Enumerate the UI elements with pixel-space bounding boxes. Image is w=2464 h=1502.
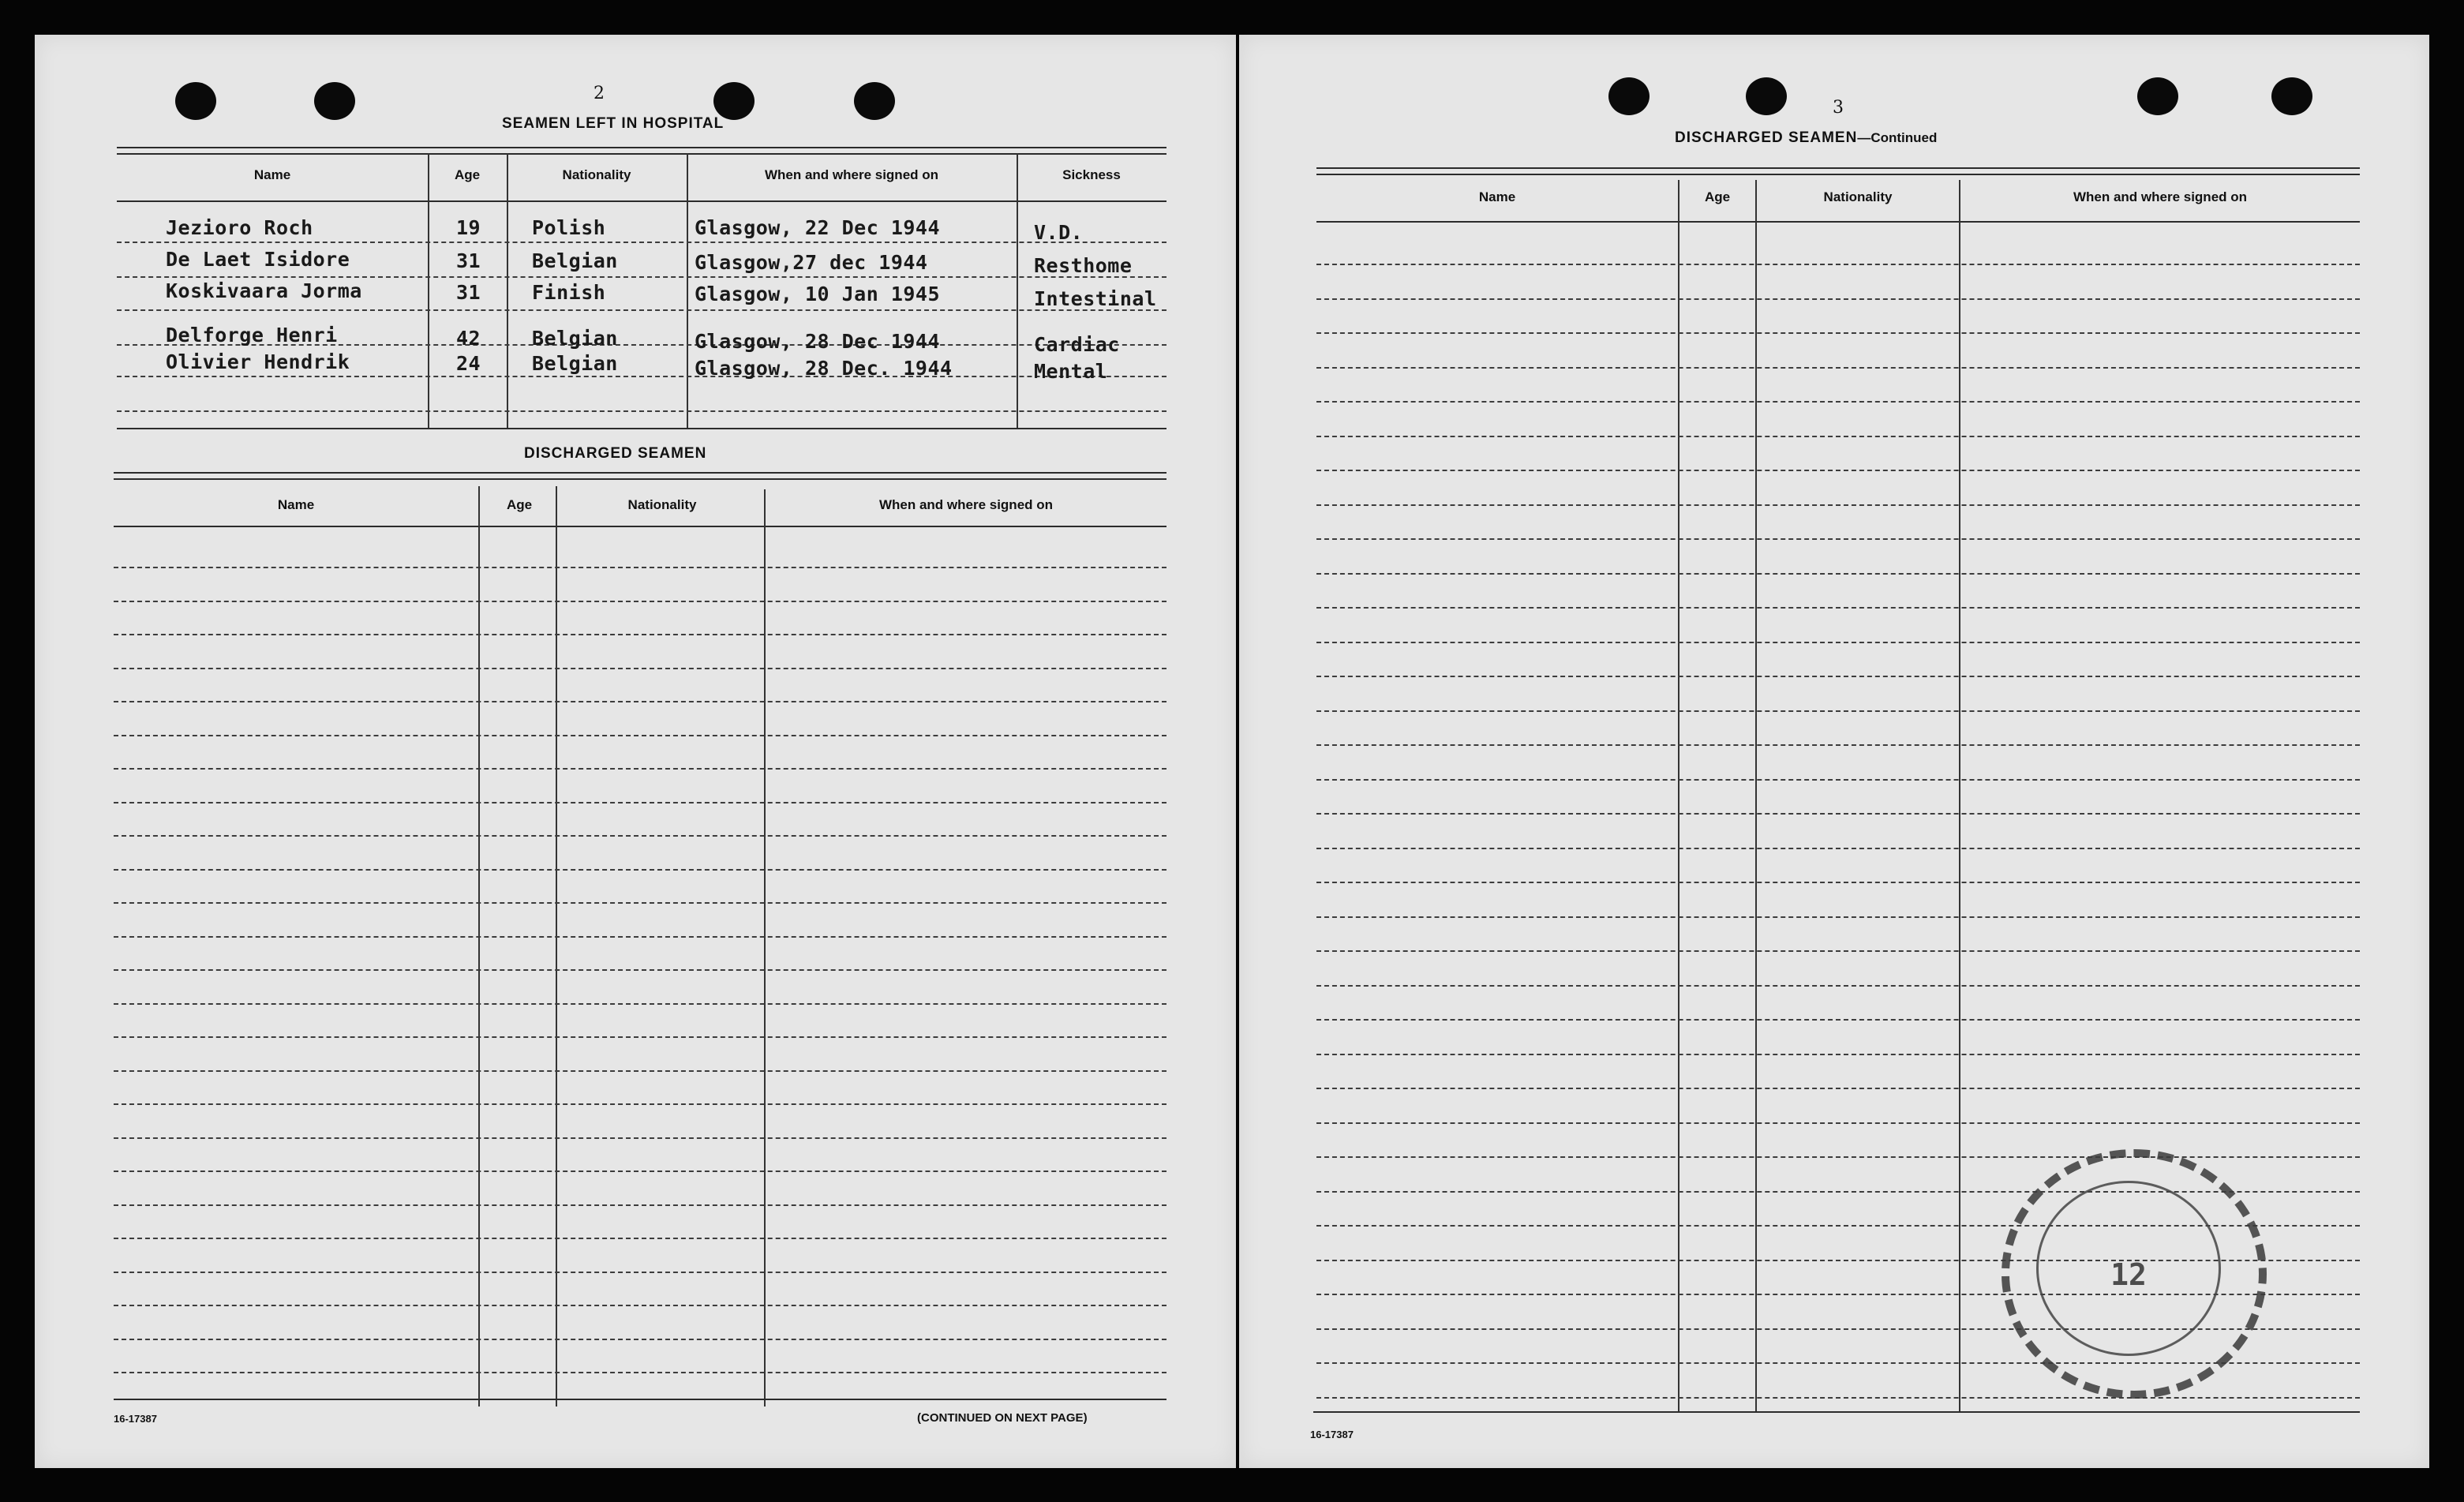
column-header-name: Name xyxy=(277,497,315,512)
column-divider xyxy=(764,489,766,1406)
row-line xyxy=(1316,848,2360,849)
table-rule xyxy=(1316,167,2360,169)
column-header-signed-on: When and where signed on xyxy=(2073,189,2248,204)
column-divider xyxy=(556,486,557,1406)
row-line xyxy=(1316,332,2360,334)
column-header-age: Age xyxy=(454,167,481,182)
row-age: 31 xyxy=(456,249,481,272)
row-age: 42 xyxy=(456,327,481,350)
row-line xyxy=(114,1036,1166,1038)
row-line xyxy=(1316,470,2360,471)
row-line xyxy=(114,1070,1166,1072)
row-age: 19 xyxy=(456,216,481,239)
row-line xyxy=(1316,607,2360,609)
row-line xyxy=(114,634,1166,635)
table-rule xyxy=(114,478,1166,480)
punch-hole xyxy=(1608,77,1650,115)
page-number: 2 xyxy=(594,84,605,103)
row-line xyxy=(114,969,1166,971)
column-divider xyxy=(478,486,480,1406)
row-line xyxy=(1316,1122,2360,1124)
row-line xyxy=(114,668,1166,669)
row-age: 31 xyxy=(456,281,481,304)
row-name: Jezioro Roch xyxy=(166,216,313,239)
row-line xyxy=(114,1003,1166,1005)
row-line xyxy=(1316,504,2360,506)
row-line xyxy=(1316,710,2360,712)
table-rule xyxy=(117,153,1166,155)
row-line xyxy=(117,309,1166,311)
title-text: DISCHARGED SEAMEN xyxy=(1675,129,1858,146)
row-line xyxy=(1316,642,2360,643)
row-line xyxy=(1316,264,2360,265)
column-divider xyxy=(1017,153,1018,429)
row-name: Koskivaara Jorma xyxy=(166,279,362,302)
table-rule xyxy=(117,200,1166,202)
row-line xyxy=(1316,367,2360,369)
row-line xyxy=(117,410,1166,412)
punch-hole xyxy=(2137,77,2178,115)
punch-hole xyxy=(713,82,755,120)
row-line xyxy=(114,567,1166,568)
row-line xyxy=(114,1272,1166,1273)
row-line xyxy=(1316,1019,2360,1021)
section-title-discharged-continued xyxy=(1675,129,1937,147)
row-line xyxy=(1316,298,2360,300)
row-line xyxy=(114,1372,1166,1373)
row-line xyxy=(1316,882,2360,883)
form-number: 16-17387 xyxy=(1310,1429,1354,1440)
row-line xyxy=(1316,573,2360,575)
row-line xyxy=(1316,744,2360,746)
table-rule xyxy=(114,472,1166,474)
row-age: 24 xyxy=(456,352,481,375)
row-line xyxy=(1316,436,2360,437)
row-sickness: Cardiac xyxy=(1034,333,1120,356)
row-nationality: Belgian xyxy=(532,327,618,350)
table-rule xyxy=(117,147,1166,148)
punch-hole xyxy=(1746,77,1787,115)
section-title-hospital: SEAMEN LEFT IN HOSPITAL xyxy=(502,115,725,132)
punch-hole xyxy=(175,82,216,120)
row-sickness: Intestinal xyxy=(1034,287,1157,310)
row-line xyxy=(1316,1397,2360,1399)
stamp-text: 12 xyxy=(2110,1257,2147,1292)
column-divider xyxy=(1755,180,1757,1413)
table-rule xyxy=(1316,221,2360,223)
row-line xyxy=(114,1103,1166,1105)
row-line xyxy=(117,376,1166,377)
row-line xyxy=(114,1204,1166,1206)
column-header-age: Age xyxy=(1704,189,1731,204)
row-line xyxy=(117,242,1166,243)
row-line xyxy=(114,902,1166,904)
continued-note: (CONTINUED ON NEXT PAGE) xyxy=(917,1411,1088,1425)
column-header-name: Name xyxy=(253,167,291,182)
row-line xyxy=(1316,1054,2360,1055)
row-line xyxy=(114,1137,1166,1139)
stamp-inner-ring xyxy=(2036,1181,2221,1356)
row-line xyxy=(114,1238,1166,1239)
row-line xyxy=(114,735,1166,736)
column-header-nationality: Nationality xyxy=(1823,189,1893,204)
column-header-name: Name xyxy=(1478,189,1516,204)
column-header-signed-on: When and where signed on xyxy=(878,497,1054,512)
column-divider xyxy=(1959,180,1960,1413)
section-title-discharged: DISCHARGED SEAMEN xyxy=(524,445,707,462)
row-line xyxy=(1316,916,2360,918)
row-name: De Laet Isidore xyxy=(166,248,350,271)
official-stamp xyxy=(2002,1149,2267,1399)
row-line xyxy=(114,768,1166,770)
page-number: 3 xyxy=(1833,98,1844,118)
row-line xyxy=(1316,676,2360,677)
table-rule xyxy=(1313,1411,2360,1413)
column-header-nationality: Nationality xyxy=(562,167,631,182)
table-rule xyxy=(114,526,1166,527)
table-rule xyxy=(117,428,1166,429)
column-divider xyxy=(507,153,508,429)
punch-hole xyxy=(314,82,355,120)
column-divider xyxy=(687,153,688,429)
row-name: Olivier Hendrik xyxy=(166,350,350,373)
row-line xyxy=(1316,813,2360,815)
column-divider xyxy=(1678,180,1679,1413)
table-rule xyxy=(1316,174,2360,175)
row-signed-on: Glasgow, 28 Dec. 1944 xyxy=(695,357,953,380)
row-line xyxy=(114,601,1166,602)
column-divider xyxy=(428,153,429,429)
row-sickness: Resthome xyxy=(1034,254,1133,277)
row-line xyxy=(117,276,1166,278)
row-line xyxy=(1316,1088,2360,1089)
punch-hole xyxy=(854,82,895,120)
form-number: 16-17387 xyxy=(114,1413,157,1425)
row-line xyxy=(1316,779,2360,781)
row-nationality: Belgian xyxy=(532,249,618,272)
row-nationality: Belgian xyxy=(532,352,618,375)
row-line xyxy=(114,802,1166,803)
table-rule xyxy=(114,1399,1166,1400)
row-sickness: V.D. xyxy=(1034,221,1084,244)
row-line xyxy=(1316,950,2360,952)
row-line xyxy=(114,869,1166,871)
row-line xyxy=(114,1305,1166,1306)
row-signed-on: Glasgow, 10 Jan 1945 xyxy=(695,283,941,305)
row-line xyxy=(114,936,1166,938)
row-name: Delforge Henri xyxy=(166,324,338,346)
row-line xyxy=(1316,985,2360,987)
row-line xyxy=(1316,401,2360,403)
column-header-age: Age xyxy=(506,497,533,512)
column-header-nationality: Nationality xyxy=(627,497,697,512)
row-line xyxy=(114,701,1166,702)
title-suffix: —Continued xyxy=(1857,130,1938,145)
punch-hole xyxy=(2271,77,2312,115)
row-line xyxy=(1316,1156,2360,1158)
row-signed-on: Glasgow,27 dec 1944 xyxy=(695,251,928,274)
row-signed-on: Glasgow, 22 Dec 1944 xyxy=(695,216,941,239)
column-header-signed-on: When and where signed on xyxy=(764,167,939,182)
row-nationality: Polish xyxy=(532,216,606,239)
row-line xyxy=(114,1339,1166,1340)
column-header-sickness: Sickness xyxy=(1062,167,1121,182)
row-line xyxy=(114,835,1166,837)
row-nationality: Finish xyxy=(532,281,606,304)
row-line xyxy=(1316,538,2360,540)
row-line xyxy=(114,1171,1166,1172)
row-signed-on: Glasgow, 28 Dec 1944 xyxy=(695,330,941,353)
row-sickness: Mental xyxy=(1034,360,1108,383)
